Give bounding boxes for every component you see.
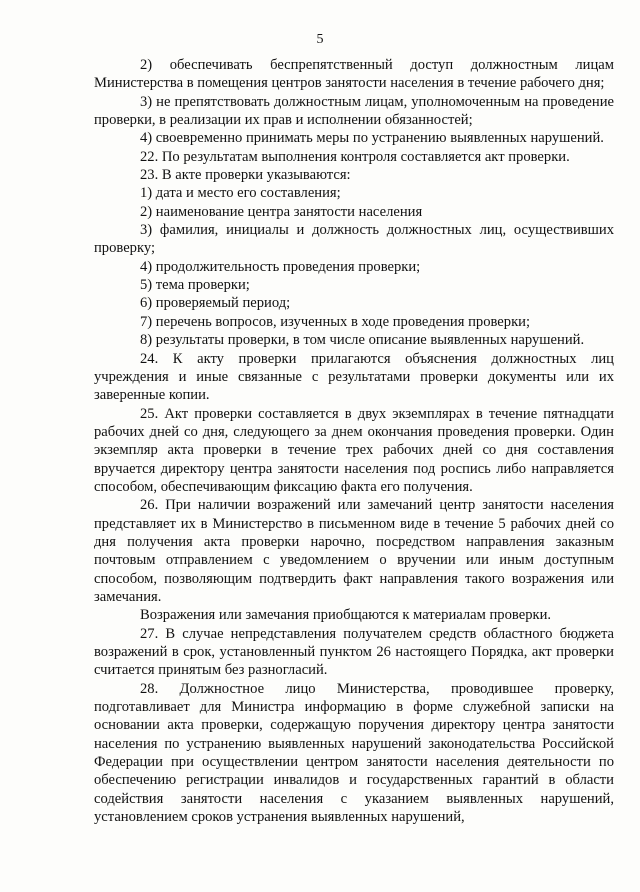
paragraph-23-3: 3) фамилия, инициалы и должность должностных лиц, осуществивших проверку;	[94, 222, 614, 257]
paragraph-26-note: Возражения или замечания приобщаются к материалам проверки.	[140, 607, 552, 624]
paragraph-23-4: 4) продолжительность проведения проверки;	[140, 258, 421, 275]
paragraph-21-4: 4) своевременно принимать меры по устранению выявленных нарушений.	[140, 130, 604, 147]
paragraph-21-2: 2) обеспечивать беспрепятственный доступ должностным лицам Министерства в помещения центров занятости населения в течение рабочего дня;	[94, 57, 614, 92]
paragraph-23-7: 7) перечень вопросов, изученных в ходе проведения проверки;	[140, 313, 531, 330]
paragraph-23-2: 2) наименование центра занятости населения	[140, 203, 423, 220]
paragraph-28: 28. Должностное лицо Министерства, проводившее проверку, подготавливает для Министра информацию в форме служебной записки на основании акта проверки, содержащую поручения директору центра занятости населения по устранению выявленных нарушений законодательства Российской Федерации при осуществлении центром занятости населения деятельности по обеспечению регистрации инвалидов и государственных гарантий в области содействия занятости населения с указанием выявленных нарушений, установлением сроков устранения выявленных нарушений,	[94, 680, 614, 826]
paragraph-23-5: 5) тема проверки;	[140, 277, 250, 294]
paragraph-22: 22. По результатам выполнения контроля составляется акт проверки.	[140, 148, 570, 165]
document-body	[94, 56, 614, 826]
paragraph-23-8: 8) результаты проверки, в том числе описание выявленных нарушений.	[140, 332, 585, 349]
page-number: 5	[316, 32, 324, 47]
paragraph-23-1: 1) дата и место его составления;	[140, 185, 341, 202]
paragraph-23: 23. В акте проверки указываются:	[140, 167, 351, 184]
paragraph-27: 27. В случае непредставления получателем средств областного бюджета возражений в срок, установленный пунктом 26 настоящего Порядка, акт проверки считается принятым без разногласий.	[94, 625, 614, 679]
paragraph-21-3: 3) не препятствовать должностным лицам, уполномоченным на проведение проверки, в реализации их прав и исполнении обязанностей;	[94, 93, 614, 129]
paragraph-23-6: 6) проверяемый период;	[140, 295, 291, 312]
paragraph-25: 25. Акт проверки составляется в двух экземплярах в течение пятнадцати рабочих дней со дня, следующего за днем окончания проведения проверки. Один экземпляр акта проверки в течение трех рабочих дней со дня составления вручается директору центра занятости населения под роспись либо направляется способом, обеспечивающим фиксацию факта его получения.	[94, 405, 614, 495]
paragraph-26: 26. При наличии возражений или замечаний центр занятости населения представляет их в Министерство в письменном виде в течение 5 рабочих дней со дня получения акта проверки нарочно, посредством направления заказным почтовым отправлением с уведомлением о вручении или иным доступным способом, позволяющим подтвердить факт направления такого возражения или замечания.	[94, 497, 614, 605]
paragraph-24: 24. К акту проверки прилагаются объяснения должностных лиц учреждения и иные связанные с результатами проверки документы или их заверенные копии.	[94, 350, 614, 404]
